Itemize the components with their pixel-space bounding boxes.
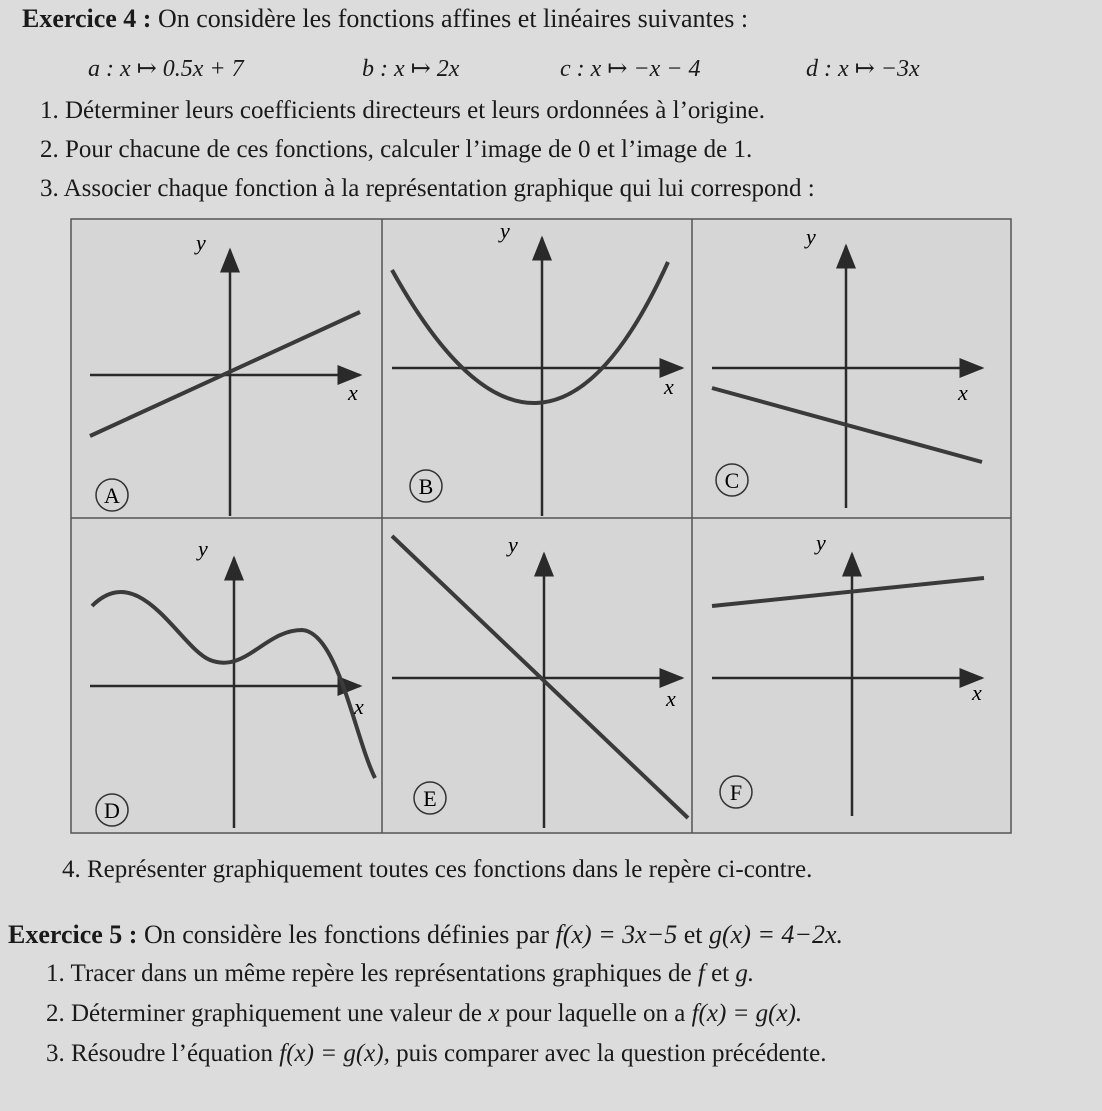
function-b: b : x ↦ 2x [362,56,460,82]
graph-e-label: E [423,786,437,811]
exercise5-question-2-equation: f(x) = g(x). [691,1000,803,1027]
exercise5-heading: Exercice 5 : [8,920,138,949]
graph-c-y-label: y [806,224,816,249]
graph-b-label: B [418,474,434,499]
exercise4-title [22,4,748,34]
graph-d-y-label: y [198,536,208,561]
exercise5-question-1-g: g. [735,960,755,987]
exercise5-question-3-post: puis comparer avec la question précédente. [396,1040,827,1067]
exercise5-question-3-text: 3. Résoudre l’équation [46,1040,274,1067]
exercise5-and: et [683,920,703,949]
graph-a-x-label: x [348,380,358,405]
graph-e-x-label: x [666,686,676,711]
function-a: a : x ↦ 0.5x + 7 [88,56,244,82]
exercise5-question-3 [46,1040,826,1068]
graph-a-y-label: y [196,230,206,255]
exercise5-question-1-and: et [711,960,730,987]
exercise5-f-definition: f(x) = 3x−5 [555,920,678,949]
graph-grid [70,218,1012,834]
exercise5-intro: On considère les fonctions définies par [143,920,550,949]
exercise5-question-1-text: 1. Tracer dans un même repère les représentations graphiques de [46,960,692,987]
graph-e-y-label: y [508,532,518,557]
graph-c-label: C [724,468,740,493]
exercise4-intro: On considère les fonctions affines et linéaires suivantes : [157,4,749,33]
exercise5-title [8,920,843,950]
function-c: c : x ↦ −x − 4 [560,56,701,82]
exercise4-heading: Exercice 4 : [22,4,152,33]
exercise4-question-1: 1. Déterminer leurs coefficients directeurs et leurs ordonnées à l’origine. [40,97,765,124]
graph-b-y-label: y [500,218,510,243]
function-d: d : x ↦ −3x [806,56,920,82]
graph-d-label: D [104,798,120,823]
exercise5-question-2 [46,1000,802,1028]
exercise5-question-3-equation: f(x) = g(x), [279,1040,390,1067]
exercise5-question-1 [46,960,754,988]
exercise4-question-3: 3. Associer chaque fonction à la représentation graphique qui lui correspond : [40,175,815,202]
exercise4-question-2: 2. Pour chacune de ces fonctions, calculer l’image de 0 et l’image de 1. [40,136,753,163]
graph-a-label: A [104,483,120,508]
exercise4-question-4: 4. Représenter graphiquement toutes ces fonctions dans le repère ci-contre. [62,856,813,883]
graph-c-x-label: x [958,380,968,405]
exercise5-question-2-mid: pour laquelle on a [505,1000,686,1027]
graph-b-x-label: x [664,374,674,399]
graph-d-x-label: x [354,694,364,719]
exercise5-question-2-text: 2. Déterminer graphiquement une valeur de [46,1000,482,1027]
exercise5-question-1-f: f [697,960,705,987]
graph-f-label: F [729,780,743,805]
graph-f-x-label: x [972,680,982,705]
exercise5-g-definition: g(x) = 4−2x. [709,920,843,949]
exercise5-question-2-x: x [488,1000,500,1027]
graph-f-y-label: y [816,530,826,555]
